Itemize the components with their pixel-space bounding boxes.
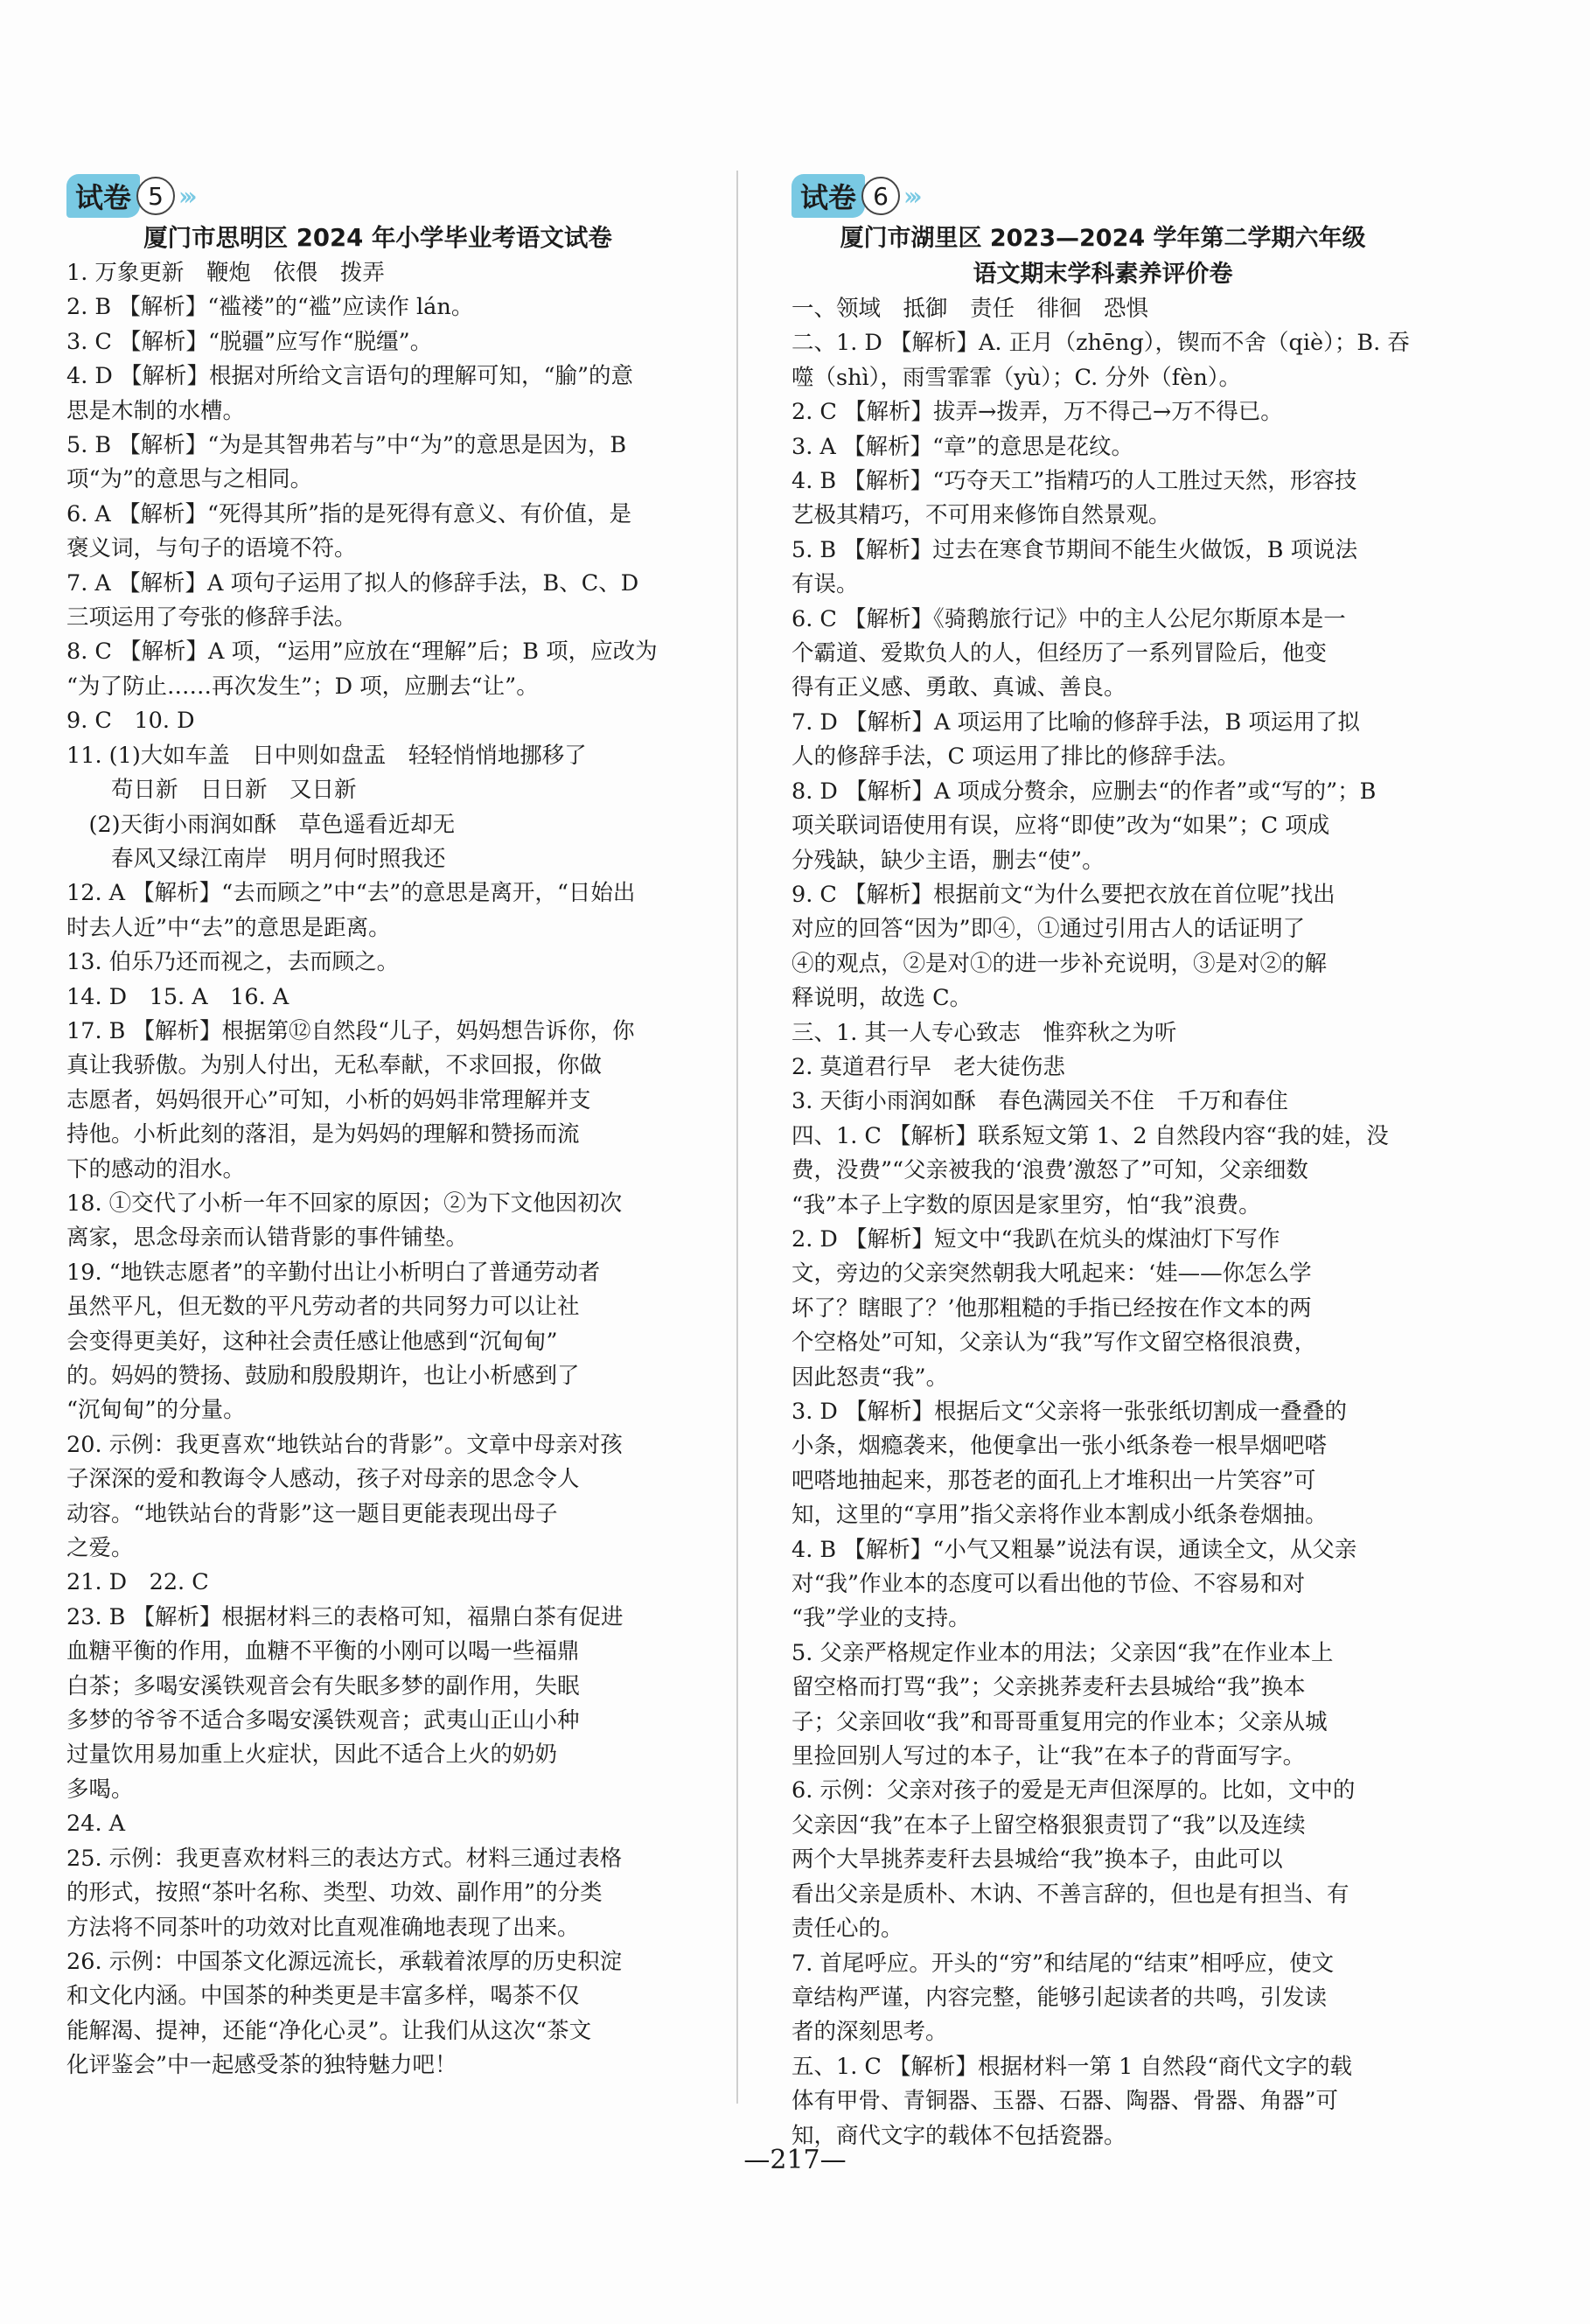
answer-line: 9. C 【解析】根据前文“为什么要把衣放在首位呢”找出 [792, 881, 1335, 908]
answer-line: 多喝。 [66, 1776, 134, 1803]
answer-line: 7. D 【解析】A 项运用了比喻的修辞手法，B 项运用了拟 [792, 708, 1360, 736]
answer-list [792, 292, 1414, 2153]
answer-line: 19. “地铁志愿者”的辛勤付出让小析明白了普通劳动者 [66, 1259, 601, 1286]
answer-line: 4. B 【解析】“小气又粗暴”说法有误，通读全文，从父亲 [792, 1536, 1357, 1563]
answer-line: 分残缺，缺少主语，删去“使”。 [792, 847, 1105, 874]
answer-line: 1. 万象更新 鞭炮 依偎 拨弄 [66, 260, 385, 286]
answer-line: “沉甸甸”的分量。 [66, 1397, 246, 1424]
exam-title-line: 语文期末学科素养评价卷 [973, 261, 1233, 288]
answer-line: 个霸道、爱欺负人的人，但经历了一系列冒险后，他变 [792, 640, 1328, 667]
chevron-right-icon: ››› [178, 181, 192, 211]
answer-line: 四、1. C 【解析】联系短文第 1、2 自然段内容“我的娃，没 [792, 1122, 1389, 1149]
answer-line: 7. 首尾呼应。开头的“穷”和结尾的“结束”相呼应，使文 [792, 1950, 1335, 1977]
answer-line: 3. 天街小雨润如酥 春色满园关不住 千万和春住 [792, 1088, 1288, 1115]
answer-line: 7. A 【解析】A 项句子运用了拟人的修辞手法，B、C、D [66, 569, 639, 597]
left-column [66, 173, 689, 2083]
answer-line: 的形式，按照“茶叶名称、类型、功效、副作用”的分类 [66, 1880, 603, 1907]
answer-line: 下的感动的泪水。 [66, 1155, 246, 1183]
answer-line: (2)天街小雨润如酥 草色遥看近却无 [66, 811, 456, 838]
answer-line: 3. A 【解析】“章”的意思是花纹。 [792, 433, 1134, 460]
answer-line: 因此怒责“我”。 [792, 1364, 949, 1391]
answer-line: 21. D 22. C [66, 1569, 209, 1596]
answer-line: 真让我骄傲。为别人付出，无私奉献，不求回报，你做 [66, 1052, 603, 1079]
answer-line: 得有正义感、勇敢、真诚、善良。 [792, 674, 1126, 701]
badge-label: 试卷 [66, 174, 140, 218]
badge-number: 5 [136, 177, 175, 215]
answer-line: 3. D 【解析】根据后文“父亲将一张张纸切割成一叠叠的 [792, 1399, 1348, 1425]
answer-line: 释说明，故选 C。 [792, 985, 973, 1012]
answer-line: 4. D 【解析】根据对所给文言语句的理解可知，“腧”的意 [66, 363, 634, 390]
answer-line: 2. C 【解析】拔弄→拨弄，万不得己→万不得已。 [792, 399, 1283, 426]
column-divider [736, 171, 738, 2104]
answer-line: 18. ①交代了小析一年不回家的原因；②为下文他因初次 [66, 1190, 623, 1217]
answer-line: 文，旁边的父亲突然朝我大吼起来：‘娃——你怎么学 [792, 1260, 1312, 1288]
answer-line: 多梦的爷爷不适合多喝安溪铁观音；武夷山正山小种 [66, 1707, 580, 1734]
answer-line: 2. D 【解析】短文中“我趴在炕头的煤油灯下写作 [792, 1225, 1280, 1253]
answer-line: 6. 示例：父亲对孩子的爱是无声但深厚的。比如，文中的 [792, 1777, 1356, 1804]
answer-line: 体有甲骨、青铜器、玉器、石器、陶器、骨器、角器”可 [792, 2088, 1339, 2115]
answer-line: 知，这里的“享用”指父亲将作业本割成小纸条卷烟抽。 [792, 1502, 1328, 1529]
right-column [792, 173, 1414, 2153]
answer-line: 8. D 【解析】A 项成分赘余，应删去“的作者”或“写的”；B [792, 778, 1377, 805]
answer-line: 24. A [66, 1811, 126, 1838]
answer-line: 动容。“地铁站台的背影”这一题目更能表现出母子 [66, 1500, 558, 1527]
answer-line: 志愿者，妈妈很开心”可知，小析的妈妈非常理解并支 [66, 1086, 591, 1113]
answer-line: 3. C 【解析】“脱疆”应写作“脱缰”。 [66, 328, 433, 355]
answer-line: 责任心的。 [792, 1916, 903, 1943]
chevron-right-icon: ››› [903, 181, 917, 211]
answer-line: 26. 示例：中国茶文化源远流长，承载着浓厚的历史积淀 [66, 1948, 623, 1975]
answer-line: 小条，烟瘾袭来，他便拿出一张小纸条卷一根旱烟吧嗒 [792, 1433, 1328, 1460]
answer-line: 13. 伯乐乃还而视之，去而顾之。 [66, 949, 400, 976]
answer-line: 思是木制的水槽。 [66, 397, 246, 424]
answer-line: 春风又绿江南岸 明月何时照我还 [66, 845, 446, 872]
answer-line: 有误。 [792, 571, 859, 598]
answer-line: 五、1. C 【解析】根据材料一第 1 自然段“商代文字的载 [792, 2053, 1353, 2080]
answer-line: 看出父亲是质朴、木讷、不善言辞的，但也是有担当、有 [792, 1881, 1349, 1908]
answer-line: 子深深的爱和教诲令人感动，孩子对母亲的思念令人 [66, 1466, 580, 1493]
answer-list [66, 256, 689, 2083]
answer-line: 8. C 【解析】A 项，“运用”应放在“理解”后；B 项，应改为 [66, 639, 658, 666]
answer-line: 吧嗒地抽起来，那苍老的面孔上才堆积出一片笑容”可 [792, 1467, 1316, 1494]
answer-line: 项关联词语使用有误，应将“即使”改为“如果”；C 项成 [792, 813, 1330, 840]
answer-line: 9. C 10. D [66, 708, 195, 735]
answer-line: 白茶；多喝安溪铁观音会有失眠多梦的副作用，失眠 [66, 1672, 580, 1699]
answer-line: 人的修辞手法，C 项运用了排比的修辞手法。 [792, 743, 1240, 771]
answer-line: 褒义词，与句子的语境不符。 [66, 535, 357, 562]
badge-number: 6 [861, 177, 900, 215]
answer-line: 会变得更美好，这种社会责任感让他感到“沉甸甸” [66, 1328, 558, 1355]
exam-title-line: 厦门市思明区 2024 年小学毕业考语文试卷 [143, 224, 612, 252]
answer-line: 父亲因“我”在本子上留空格狠狠责罚了“我”以及连续 [792, 1811, 1306, 1839]
exam-title-line: 厦门市湖里区 2023—2024 学年第二学期六年级 [840, 225, 1366, 252]
exam-title [66, 220, 689, 256]
answer-line: 2. B 【解析】“褴褛”的“褴”应读作 lán。 [66, 294, 474, 321]
answer-line: 两个大旱挑荞麦秆去县城给“我”换本子，由此可以 [792, 1846, 1283, 1874]
answer-line: “我”本子上字数的原因是家里穷，怕“我”浪费。 [792, 1191, 1261, 1218]
answer-line: 5. B 【解析】“为是其智弗若与”中“为”的意思是因为，B [66, 432, 627, 459]
answer-line: 子；父亲回收“我”和哥哥重复用完的作业本；父亲从城 [792, 1708, 1328, 1735]
answer-line: 苟日新 日日新 又日新 [66, 777, 357, 804]
answer-line: 过量饮用易加重上火症状，因此不适合上火的奶奶 [66, 1741, 558, 1769]
answer-line: 知，商代文字的载体不包括瓷器。 [792, 2122, 1126, 2149]
answer-line: 三项运用了夸张的修辞手法。 [66, 604, 357, 632]
answer-line: 对“我”作业本的态度可以看出他的节俭、不容易和对 [792, 1571, 1306, 1598]
answer-line: 项“为”的意思与之相同。 [66, 466, 313, 493]
exam-badge-5 [66, 173, 689, 219]
answer-line: 2. 莫道君行早 老大徒伤悲 [792, 1053, 1065, 1080]
exam-badge-6 [792, 173, 1414, 219]
answer-line: 虽然平凡，但无数的平凡劳动者的共同努力可以让社 [66, 1294, 580, 1321]
answer-line: 血糖平衡的作用，血糖不平衡的小刚可以喝一些福鼎 [66, 1638, 580, 1665]
answer-line: 14. D 15. A 16. A [66, 983, 289, 1010]
exam-title [792, 220, 1414, 292]
answer-line: 和文化内涵。中国茶的种类更是丰富多样，喝茶不仅 [66, 1983, 580, 2010]
answer-line: 噬（shì），雨雪霏霏（yù）；C. 分外（fèn）。 [792, 364, 1242, 391]
answer-line: 6. C 【解析】《骑鹅旅行记》中的主人公尼尔斯原本是一 [792, 605, 1346, 632]
answer-line: 者的深刻思考。 [792, 2019, 948, 2046]
answer-line: 持他。小析此刻的落泪，是为妈妈的理解和赞扬而流 [66, 1121, 580, 1148]
answer-line: 12. A 【解析】“去而顾之”中“去”的意思是离开，“日始出 [66, 880, 636, 907]
answer-line: 17. B 【解析】根据第⑫自然段“儿子，妈妈想告诉你，你 [66, 1017, 635, 1044]
answer-line: 方法将不同茶叶的功效对比直观准确地表现了出来。 [66, 1914, 580, 1941]
answer-line: 时去人近”中“去”的意思是距离。 [66, 914, 391, 941]
answer-line: 5. 父亲严格规定作业本的用法；父亲因“我”在作业本上 [792, 1639, 1334, 1666]
answer-line: 的。妈妈的赞扬、鼓励和殷殷期许，也让小析感到了 [66, 1363, 580, 1389]
answer-line: 章结构严谨，内容完整，能够引起读者的共鸣，引发读 [792, 1984, 1328, 2011]
answer-line: 4. B 【解析】“巧夺天工”指精巧的人工胜过天然，形容技 [792, 468, 1357, 495]
answer-line: 二、1. D 【解析】A. 正月（zhēng），锲而不舍（qiè）；B. 吞 [792, 330, 1410, 357]
answer-line: 里捡回别人写过的本子，让“我”在本子的背面写字。 [792, 1743, 1306, 1770]
answer-line: 23. B 【解析】根据材料三的表格可知，福鼎白茶有促进 [66, 1603, 624, 1630]
page-number: —217— [743, 2145, 847, 2175]
answer-line: “为了防止……再次发生”；D 项，应删去“让”。 [66, 673, 539, 700]
answer-line: 20. 示例：我更喜欢“地铁站台的背影”。文章中母亲对孩 [66, 1431, 623, 1458]
answer-line: 化评鉴会”中一起感受茶的独特魅力吧！ [66, 2052, 457, 2079]
answer-line: ④的观点，②是对①的进一步补充说明，③是对②的解 [792, 950, 1328, 977]
badge-label: 试卷 [792, 174, 865, 218]
answer-line: 11. (1)大如车盖 日中则如盘盂 轻轻悄悄地挪移了 [66, 742, 587, 769]
answer-line: 能解渴、提神，还能“净化心灵”。让我们从这次“茶文 [66, 2017, 592, 2044]
answer-line: 6. A 【解析】“死得其所”指的是死得有意义、有价值，是 [66, 500, 632, 527]
answer-line: 艺极其精巧，不可用来修饰自然景观。 [792, 502, 1171, 529]
answer-line: 三、1. 其一人专心致志 惟弈秋之为听 [792, 1019, 1177, 1046]
answer-line: 5. B 【解析】过去在寒食节期间不能生火做饭，B 项说法 [792, 536, 1358, 563]
answer-line: 坏了？瞎眼了？’他那粗糙的手指已经按在作文本的两 [792, 1295, 1312, 1322]
answer-line: “我”学业的支持。 [792, 1605, 971, 1632]
answer-line: 一、领域 抵御 责任 徘徊 恐惧 [792, 296, 1149, 322]
answer-line: 25. 示例：我更喜欢材料三的表达方式。材料三通过表格 [66, 1845, 623, 1872]
answer-line: 之爱。 [66, 1535, 134, 1562]
answer-line: 离家，思念母亲而认错背影的事件铺垫。 [66, 1225, 469, 1252]
answer-line: 对应的回答“因为”即④，①通过引用古人的话证明了 [792, 916, 1306, 943]
answer-line: 费，没费”“父亲被我的‘浪费’激怒了”可知，父亲细数 [792, 1157, 1308, 1184]
answer-line: 留空格而打骂“我”；父亲挑荞麦秆去县城给“我”换本 [792, 1674, 1306, 1701]
answer-line: 个空格处”可知，父亲认为“我”写作文留空格很浪费， [792, 1329, 1317, 1357]
